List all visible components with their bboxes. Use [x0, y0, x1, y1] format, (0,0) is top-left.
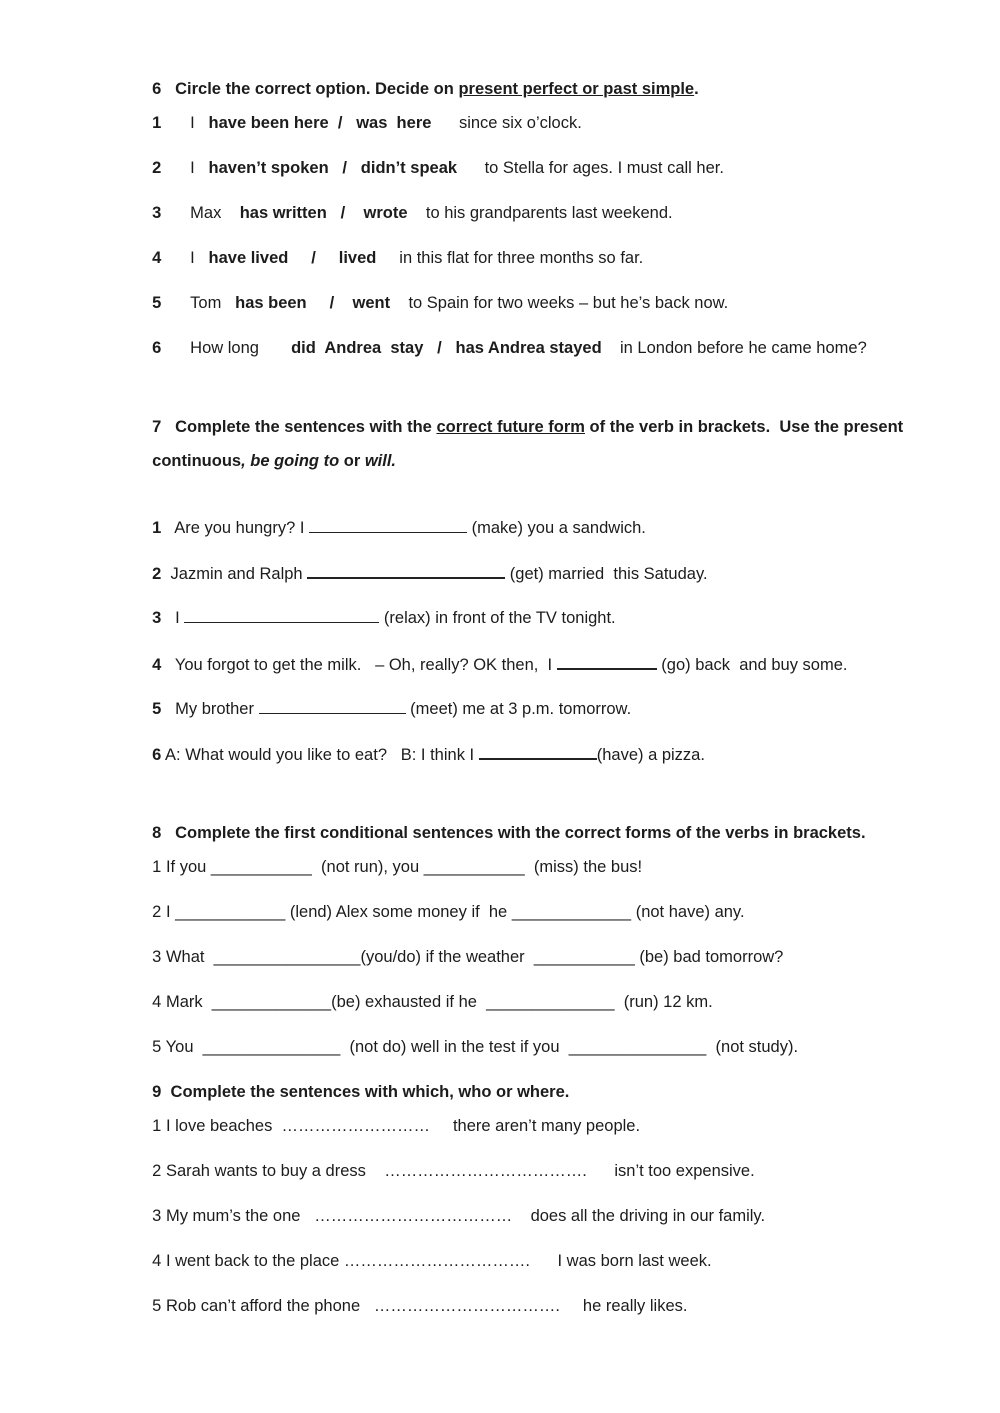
option-b[interactable]: went	[352, 294, 391, 312]
answer-blank[interactable]: _______________	[568, 1038, 707, 1056]
ex7-item: 4 You forgot to get the milk. – Oh, really? OK then, I (go) back and buy some.	[152, 656, 848, 674]
ex6-item: 3 Max has written / wrote to his grandparents last weekend.	[152, 204, 673, 222]
ex7-instruction: 7 Complete the sentences with the correct future form of the verb in brackets. Use the present	[152, 418, 904, 436]
ex6-instruction: 6 Circle the correct option. Decide on present perfect or past simple.	[152, 80, 699, 98]
ex8-item: 4 Mark _____________(be) exhausted if he ______________ (run) 12 km.	[152, 993, 713, 1011]
ex6-item: 2 I haven’t spoken / didn’t speak to Stella for ages. I must call her.	[152, 159, 724, 177]
option-b[interactable]: lived	[338, 249, 377, 267]
answer-blank[interactable]	[309, 518, 467, 533]
answer-dots[interactable]: …………………………….	[343, 1252, 530, 1270]
answer-blank[interactable]: _______________	[202, 1038, 341, 1056]
ex9-item: 1 I love beaches ……………………… there aren’t many people.	[152, 1117, 641, 1135]
answer-dots[interactable]: …………………………….	[373, 1297, 560, 1315]
answer-dots[interactable]: ……………………………….	[384, 1162, 587, 1180]
answer-blank[interactable]: ___________	[533, 948, 635, 966]
option-a[interactable]: have lived	[208, 249, 289, 267]
answer-dots[interactable]: ………………………	[281, 1117, 431, 1135]
ex6-item: 6 How long did Andrea stay / has Andrea stayed in London before he came home?	[152, 339, 867, 357]
ex6-item: 4 I have lived / lived in this flat for three months so far.	[152, 249, 644, 267]
option-b[interactable]: has Andrea stayed	[455, 339, 602, 357]
ex9-item: 2 Sarah wants to buy a dress ………………………………. isn’t too expensive.	[152, 1162, 755, 1180]
ex7-item: 3 I (relax) in front of the TV tonight.	[152, 609, 616, 627]
option-a[interactable]: has been	[235, 294, 307, 312]
ex8-number: 8	[152, 824, 162, 842]
ex9-item: 4 I went back to the place ……………………………. I was born last week.	[152, 1252, 712, 1270]
answer-blank[interactable]: ____________	[175, 903, 286, 921]
answer-blank[interactable]	[557, 654, 657, 670]
ex7-instruction-line2: continuous, be going to or will.	[152, 452, 396, 470]
ex7-number: 7	[152, 418, 162, 436]
option-a[interactable]: haven’t spoken	[208, 159, 329, 177]
ex9-number: 9	[152, 1083, 162, 1101]
ex6-item: 1 I have been here / was here since six o’clock.	[152, 114, 582, 132]
answer-blank[interactable]: _____________	[211, 993, 332, 1011]
ex7-item: 2 Jazmin and Ralph (get) married this Satuday.	[152, 565, 708, 583]
ex8-item: 2 I ____________ (lend) Alex some money if he _____________ (not have) any.	[152, 903, 745, 921]
option-b[interactable]: wrote	[363, 204, 408, 222]
ex9-instruction: 9 Complete the sentences with which, who or where.	[152, 1083, 570, 1101]
ex6-item: 5 Tom has been / went to Spain for two weeks – but he’s back now.	[152, 294, 729, 312]
option-a[interactable]: has written	[239, 204, 327, 222]
answer-blank[interactable]	[479, 744, 597, 760]
ex9-item: 3 My mum’s the one ……………………………… does all the driving in our family.	[152, 1207, 766, 1225]
ex9-item: 5 Rob can’t afford the phone ……………………………. he really likes.	[152, 1297, 688, 1315]
ex7-item: 1 Are you hungry? I (make) you a sandwich.	[152, 519, 646, 537]
ex7-item: 6 A: What would you like to eat? B: I think I (have) a pizza.	[152, 746, 705, 764]
ex6-number: 6	[152, 80, 162, 98]
ex7-item: 5 My brother (meet) me at 3 p.m. tomorrow.	[152, 700, 632, 718]
answer-blank[interactable]	[307, 563, 505, 579]
ex8-item: 3 What ________________(you/do) if the weather ___________ (be) bad tomorrow?	[152, 948, 784, 966]
answer-blank[interactable]: ___________	[423, 858, 525, 876]
answer-blank[interactable]	[184, 608, 379, 623]
answer-dots[interactable]: ………………………………	[314, 1207, 513, 1225]
ex8-item: 1 If you ___________ (not run), you ___________ (miss) the bus!	[152, 858, 643, 876]
answer-blank[interactable]: _____________	[511, 903, 632, 921]
answer-blank[interactable]: ___________	[210, 858, 312, 876]
option-a[interactable]: did Andrea stay	[291, 339, 424, 357]
option-a[interactable]: have been here	[208, 114, 329, 132]
option-b[interactable]: was here	[356, 114, 432, 132]
ex8-item: 5 You _______________ (not do) well in the test if you _______________ (not study).	[152, 1038, 799, 1056]
ex8-instruction: 8 Complete the first conditional sentences with the correct forms of the verbs in brackets.	[152, 824, 866, 842]
answer-blank[interactable]: ________________	[213, 948, 361, 966]
option-b[interactable]: didn’t speak	[360, 159, 458, 177]
answer-blank[interactable]: ______________	[486, 993, 615, 1011]
answer-blank[interactable]	[259, 699, 406, 714]
